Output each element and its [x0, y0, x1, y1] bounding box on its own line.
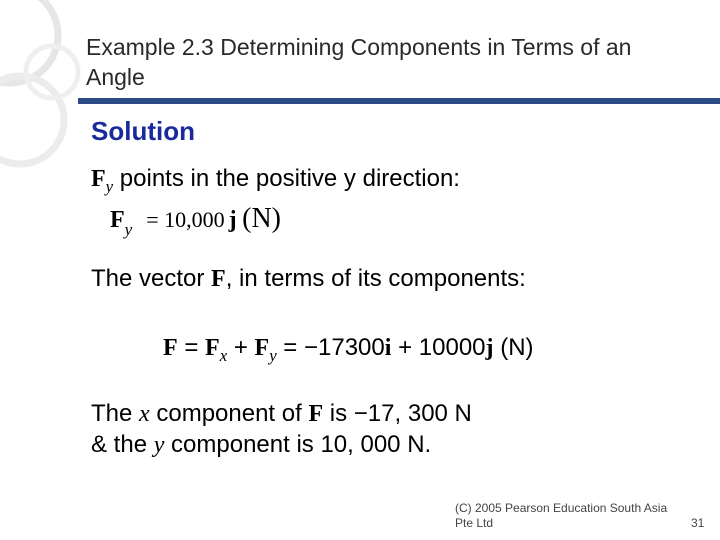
- eq1-unit-vector: j: [228, 207, 237, 233]
- copyright-footer: (C) 2005 Pearson Education South Asia Pte Ltd: [455, 501, 668, 530]
- vector-components-line: [91, 265, 526, 293]
- eq2-plus: +: [227, 334, 255, 361]
- fy-direction-line: [91, 165, 460, 196]
- page-number: 31: [691, 516, 705, 530]
- fy-direction-text: points in the positive y direction:: [113, 165, 460, 192]
- line2-f-symbol: F: [211, 266, 226, 292]
- fy-subscript: y: [105, 177, 114, 196]
- eq2-j: j: [485, 335, 494, 361]
- c2-y: y: [153, 432, 165, 458]
- c2-b: component is 10, 000 N.: [164, 431, 432, 458]
- eq2-equals-2: =: [276, 334, 304, 361]
- line2-before: The vector: [91, 265, 212, 292]
- vector-sum-equation: [163, 334, 534, 365]
- eq2-fx-sub: x: [219, 346, 228, 365]
- corner-decoration: [0, 0, 90, 190]
- conclusion-line-2: [91, 431, 431, 459]
- conclusion-line-1: [91, 400, 472, 428]
- eq1-middle: = 10,000: [146, 207, 225, 232]
- solution-heading: Solution: [91, 116, 195, 146]
- eq2-equals: =: [177, 334, 206, 361]
- c1-c: is −17, 300 N: [323, 400, 472, 427]
- eq2-f: F: [163, 335, 178, 361]
- c1-a: The: [91, 400, 140, 427]
- fy-equation: [110, 203, 282, 239]
- line2-after: , in terms of its components:: [225, 265, 526, 292]
- eq2-i: i: [384, 335, 392, 361]
- eq2-y-value: + 10000: [391, 334, 486, 361]
- eq1-lhs: F: [110, 207, 125, 233]
- eq2-fy: F: [254, 335, 270, 361]
- eq1-lhs-subscript: y: [124, 220, 133, 239]
- c1-f: F: [308, 401, 324, 427]
- eq1-unit: (N): [242, 203, 282, 234]
- eq2-fx: F: [205, 335, 220, 361]
- eq2-unit: (N): [493, 334, 534, 361]
- eq2-x-value: −17300: [304, 334, 385, 361]
- eq2-fy-sub: y: [269, 346, 277, 365]
- c2-a: & the: [91, 431, 154, 458]
- c1-x: x: [139, 401, 150, 427]
- title-rule: [78, 98, 720, 104]
- c1-b: component of: [149, 400, 309, 427]
- fy-symbol: F: [91, 166, 106, 192]
- slide-title: Example 2.3 Determining Components in Terms of an Angle: [86, 34, 632, 90]
